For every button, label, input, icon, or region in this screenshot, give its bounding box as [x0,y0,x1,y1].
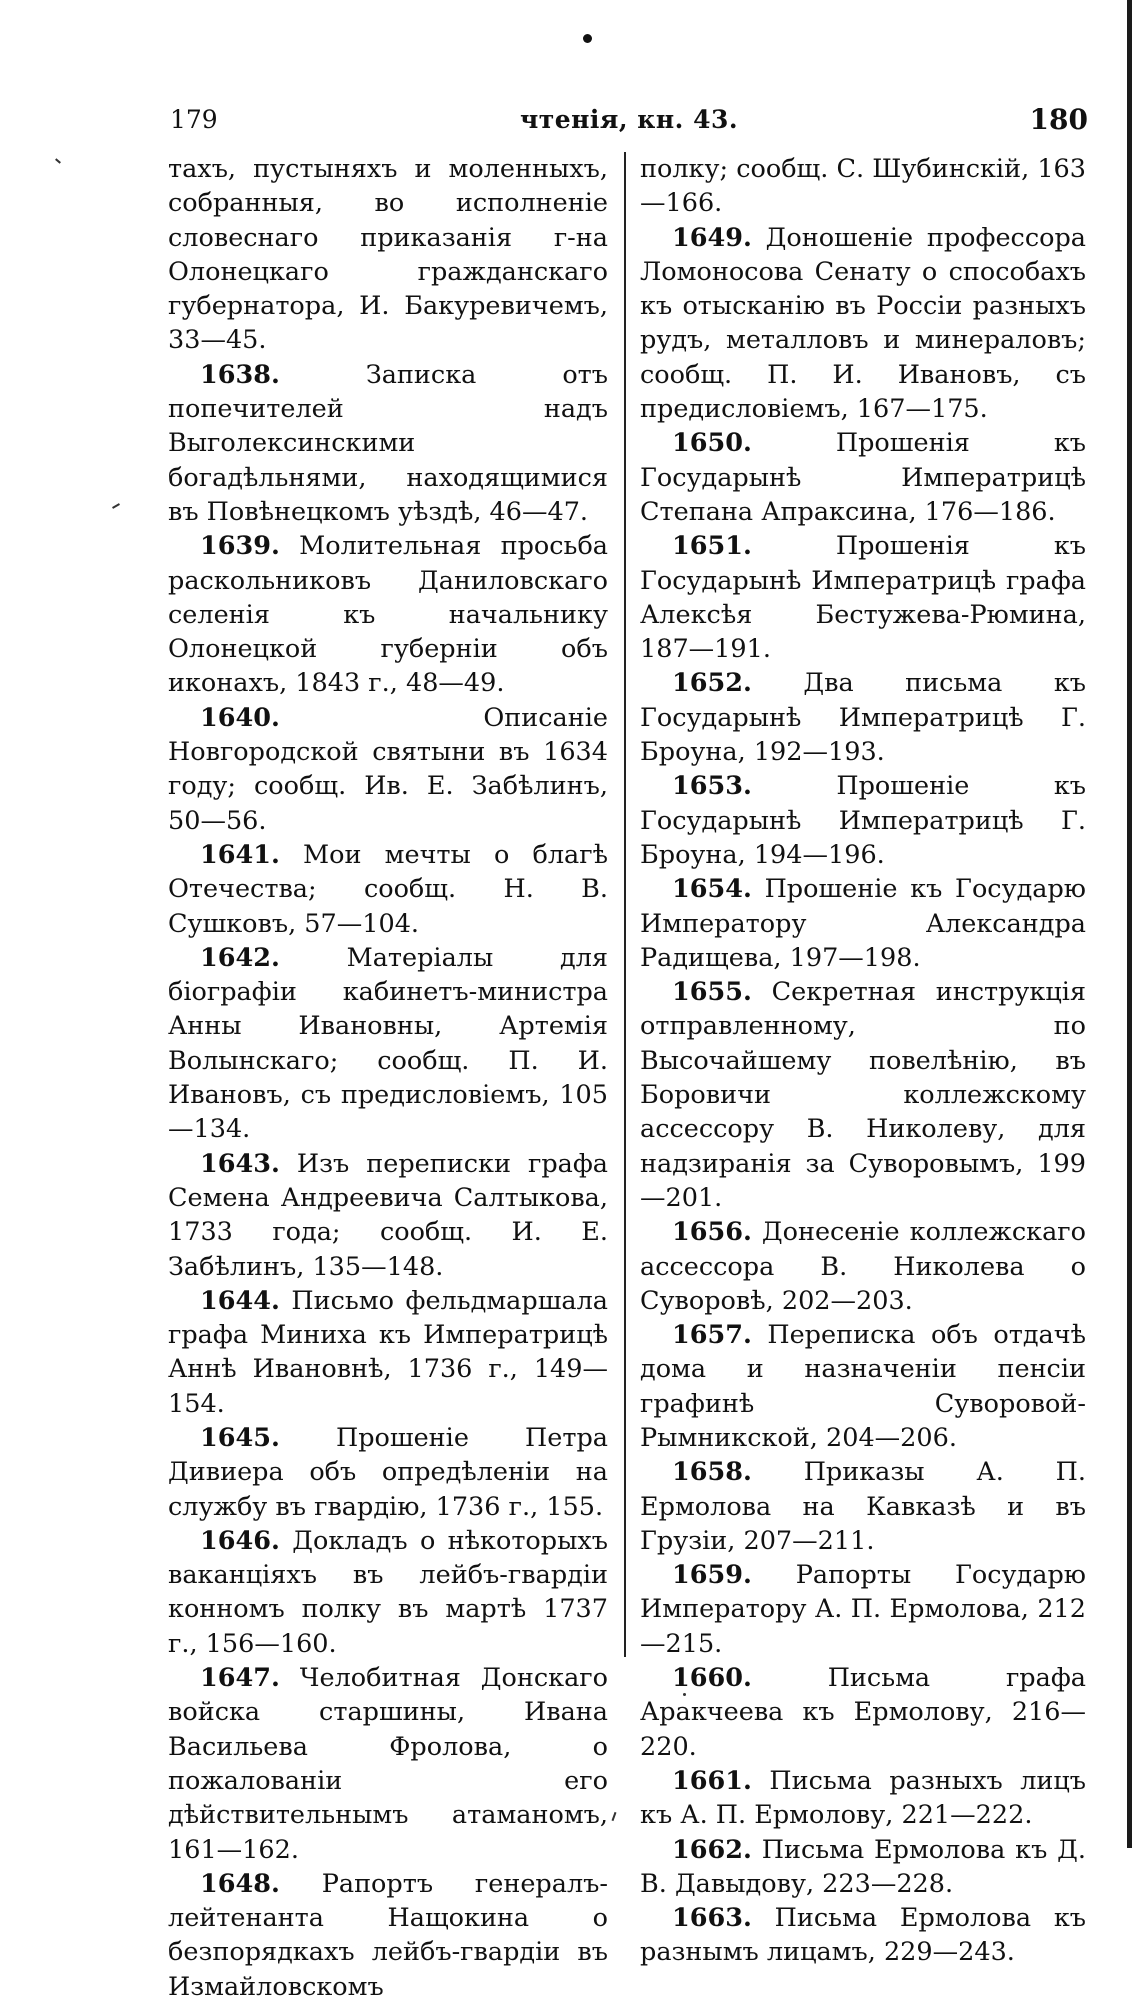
entry-number: 1660. [672,1663,752,1694]
entry-number: 1644. [200,1285,280,1316]
list-item [168,1661,608,1867]
left-column [168,152,608,2004]
list-item [168,1284,608,1421]
entry-text: Письмо фельдмаршала графа Миниха къ Императрицѣ Аннѣ Ивановнѣ, 1736 г., 149—154. [168,1285,609,1419]
entry-text: Прошеніе къ Государынѣ Императрицѣ Г. Броуна, 194—196. [640,771,1086,870]
scan-speck [55,158,61,163]
entry-number: 1659. [672,1560,752,1591]
entry-number: 1653. [672,771,752,802]
scan-speck [683,1693,686,1696]
list-item [168,1147,608,1284]
continuation-text: тахъ, пустыняхъ и моленныхъ, собранныя, во исполненіе словеснаго приказанія г-на Олонецкаго гражданскаго губернатора, И. Бакуревичемъ, 33—45. [168,154,608,356]
entry-text: Рапортъ генералъ-лейтенанта Нащокина о безпорядкахъ лейбъ-гвардіи въ Измайловскомъ [168,1868,609,2002]
entry-number: 1638. [200,359,280,390]
entry-text: Рапорты Государю Императору А. П. Ермолова, 212—215. [640,1560,1086,1659]
scan-speck [112,503,120,509]
running-title: чтенія, кн. 43. [519,105,739,134]
entry-text: Описаніе Новгородской святыни въ 1634 году; сообщ. Ив. Е. Забѣлинъ, 50—56. [168,702,608,836]
list-item [168,1524,608,1661]
entry-text: Челобитная Донскаго войска старшины, Ивана Васильева Фролова, о пожалованіи его дѣйствительнымъ атаманомъ, 161—162. [168,1663,608,1865]
entry-number: 1661. [672,1765,752,1796]
right-page-number: 180 [1029,103,1088,136]
list-item [640,1455,1086,1558]
list-item [640,529,1086,666]
entry-text: Переписка объ отдачѣ дома и назначеніи пенсіи графинѣ Суворовой-Рымникской, 204—206. [640,1320,1086,1453]
entry-number: 1641. [200,839,280,870]
entry-text: Изъ переписки графа Семена Андреевича Салтыкова, 1733 года; сообщ. И. Е. Забѣлинъ, 135—148. [168,1148,609,1282]
entry-number: 1652. [672,668,752,699]
entry-number: 1640. [200,702,280,733]
entry-text: Письма разныхъ лицъ къ А. П. Ермолову, 221—222. [640,1765,1087,1831]
entry-text: Мои мечты о благѣ Отечества; сообщ. Н. В. Сушковъ, 57—104. [168,839,609,939]
list-item [640,426,1086,529]
scan-dot [583,34,592,43]
list-item [168,941,608,1147]
entry-text: Прошеніе къ Государю Императору Александра Радищева, 197—198. [640,874,1087,973]
entry-number: 1663. [672,1903,752,1934]
entry-number: 1651. [672,531,752,562]
list-item [640,221,1086,427]
list-item [168,1421,608,1524]
entry-number: 1656. [672,1217,752,1248]
entry-text: Прошенія къ Государынѣ Императрицѣ Степана Апраксина, 176—186. [640,428,1086,527]
entry-text: Прошенія къ Государынѣ Императрицѣ графа Алексѣя Бестужева-Рюмина, 187—191. [640,531,1086,665]
entry-number: 1657. [672,1320,752,1351]
list-item [640,769,1086,872]
entry-text: Матеріалы для біографіи кабинетъ-министра Анны Ивановны, Артемія Волынскаго; сообщ. П. И. Ивановъ, съ предисловіемъ, 105—134. [168,942,608,1145]
entry-text: Два письма къ Государынѣ Императрицѣ Г. Броуна, 192—193. [640,668,1086,768]
list-item [168,1867,608,2004]
entry-number: 1639. [200,531,280,562]
list-item [168,529,608,700]
entry-number: 1643. [200,1148,280,1179]
column-divider [624,152,626,1657]
list-item [640,975,1086,1215]
entry-text: Письма Ермолова къ Д. В. Давыдову, 223—228. [640,1834,1086,1899]
entry-number: 1648. [200,1868,280,1899]
list-item [640,872,1086,975]
entry-number: 1645. [200,1422,280,1453]
page-header [170,103,1088,145]
entry-text: Приказы А. П. Ермолова на Кавказѣ и въ Грузіи, 207—211. [640,1457,1086,1556]
entry-number: 1647. [200,1663,280,1694]
list-item [640,1215,1086,1318]
entry-number: 1654. [672,874,752,905]
continuation-text: полку; сообщ. С. Шубинскій, 163—166. [640,154,1086,219]
entry-text: Докладъ о нѣкоторыхъ ваканціяхъ въ лейбъ-гвардіи конномъ полку въ мартѣ 1737 г., 156—160. [168,1525,609,1659]
entry-text: Письма Ермолова къ разнымъ лицамъ, 229—243. [640,1903,1087,1968]
entry-number: 1662. [672,1834,752,1865]
list-item [168,701,608,838]
entry-text: Молительная просьба раскольниковъ Даниловскаго селенія къ начальнику Олонецкой губерніи объ иконахъ, 1843 г., 48—49. [168,531,608,699]
list-item [640,1764,1086,1833]
left-page-number: 179 [170,105,218,134]
entry-text: Записка отъ попечителей надъ Выголексинскими богадѣльнями, находящимися въ Повѣнецкомъ уѣздѣ, 46—47. [168,359,609,527]
entry-text: Донесеніе коллежскаго ассессора В. Николева о Суворовѣ, 202—203. [640,1217,1087,1316]
entry-number: 1646. [200,1525,280,1556]
list-item [168,358,608,529]
right-column [640,152,1086,1970]
entry-number: 1642. [200,942,280,973]
entry-text: Доношеніе профессора Ломоносова Сенату о способахъ къ отысканію въ Россіи разныхъ рудъ, металловъ и минераловъ; сообщ. П. И. Ивановъ, съ предисловіемъ, 167—175. [640,222,1086,425]
list-item [640,1661,1086,1764]
entry-text: Прошеніе Петра Дивиера объ опредѣленіи на службу въ гвардію, 1736 г., 155. [168,1422,608,1522]
entry-number: 1658. [672,1457,752,1488]
list-item [168,838,608,941]
entry-number: 1649. [672,222,752,253]
list-item [640,1833,1086,1902]
scan-speck [612,1812,617,1821]
list-item [640,1901,1086,1970]
list-item [640,1318,1086,1455]
entry-text: Секретная инструкція отправленному, по Высочайшему повелѣнію, въ Боровичи коллежскому ассессору В. Николеву, для надзиранія за Суворовымъ, 199—201. [640,977,1086,1213]
entry-number: 1650. [672,428,752,459]
list-item [640,1558,1086,1661]
entry-number: 1655. [672,977,752,1008]
list-item [640,666,1086,769]
scan-edge-line [1127,0,1132,1848]
entry-text: Письма графа Аракчеева къ Ермолову, 216—220. [640,1663,1086,1762]
